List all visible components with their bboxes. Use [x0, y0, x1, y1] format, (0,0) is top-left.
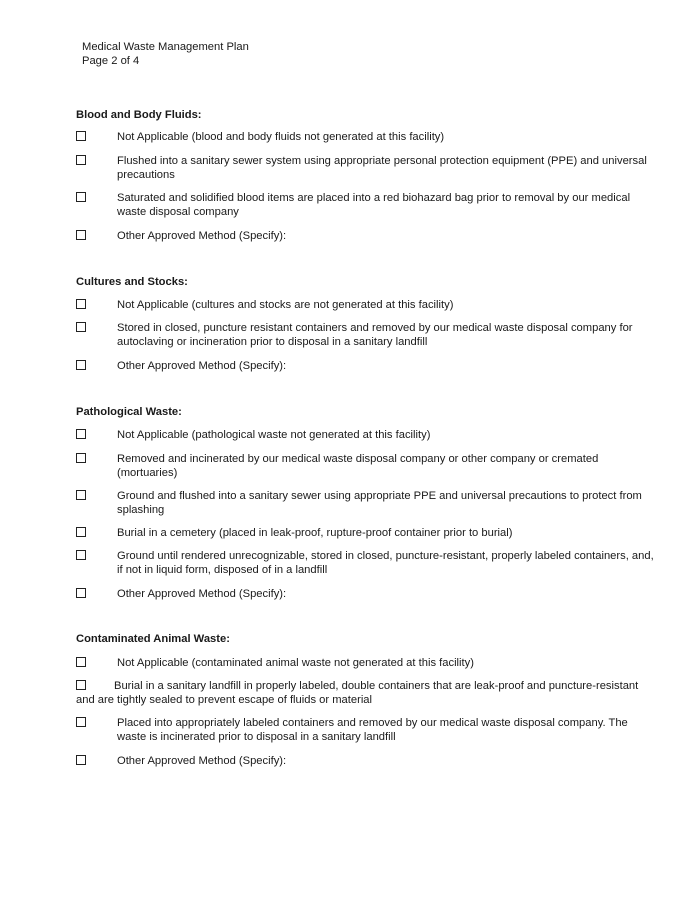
- option-label: Flushed into a sanitary sewer system using appropriate personal protection equipment (PPE) and universal precautions: [117, 155, 647, 181]
- option-label: Ground until rendered unrecognizable, stored in closed, puncture-resistant, properly labeled containers, and, if not in liquid form, disposed of in a landfill: [117, 550, 654, 576]
- checkbox[interactable]: [76, 131, 86, 141]
- checkbox[interactable]: [76, 527, 86, 537]
- option-label: Other Approved Method (Specify):: [117, 588, 287, 600]
- checkbox[interactable]: [76, 680, 86, 690]
- section-title-contaminated-animal-waste: Contaminated Animal Waste:: [76, 633, 230, 645]
- option-label: Ground and flushed into a sanitary sewer using appropriate PPE and universal precautions to protect from splashing: [117, 490, 642, 516]
- section-title-cultures-stocks: Cultures and Stocks:: [76, 276, 188, 288]
- option-label: Not Applicable (blood and body fluids not generated at this facility): [117, 131, 445, 143]
- checkbox[interactable]: [76, 550, 86, 560]
- option-label: Other Approved Method (Specify):: [117, 360, 287, 372]
- checkbox[interactable]: [76, 490, 86, 500]
- section-title-pathological-waste: Pathological Waste:: [76, 406, 182, 418]
- section-title-blood-body-fluids: Blood and Body Fluids:: [76, 109, 202, 121]
- page-number: Page 2 of 4: [82, 54, 140, 67]
- checkbox[interactable]: [76, 717, 86, 727]
- option-label: Not Applicable (pathological waste not generated at this facility): [117, 429, 431, 441]
- option-label: Removed and incinerated by our medical waste disposal company or other company or cremated (mortuaries): [117, 453, 599, 479]
- option-label: Not Applicable (cultures and stocks are not generated at this facility): [117, 299, 454, 311]
- option-label: Saturated and solidified blood items are placed into a red biohazard bag prior to removal by our medical waste disposal company: [117, 192, 631, 218]
- checkbox[interactable]: [76, 230, 86, 240]
- checkbox[interactable]: [76, 588, 86, 598]
- checkbox[interactable]: [76, 657, 86, 667]
- option-label: Placed into appropriately labeled containers and removed by our medical waste disposal company. The waste is incinerated prior to disposal in a sanitary landfill: [117, 717, 628, 743]
- page-header: [82, 41, 249, 68]
- option-animal-burial[interactable]: [76, 679, 656, 707]
- checkbox[interactable]: [76, 360, 86, 370]
- checkbox[interactable]: [76, 453, 86, 463]
- option-label: Other Approved Method (Specify):: [117, 230, 287, 242]
- checkbox[interactable]: [76, 192, 86, 202]
- option-label: Burial in a sanitary landfill in properly labeled, double containers that are leak-proof and puncture-resistant and are tightly sealed to prevent escape of fluids or material: [76, 680, 639, 706]
- checkbox[interactable]: [76, 755, 86, 765]
- checkbox[interactable]: [76, 299, 86, 309]
- option-label: Other Approved Method (Specify):: [117, 755, 287, 767]
- checkbox[interactable]: [76, 155, 86, 165]
- document-title: Medical Waste Management Plan: [82, 41, 249, 53]
- checkbox[interactable]: [76, 429, 86, 439]
- option-label: Burial in a cemetery (placed in leak-proof, rupture-proof container prior to burial): [117, 527, 513, 539]
- option-label: Stored in closed, puncture resistant containers and removed by our medical waste disposal company for autoclaving or incineration prior to disposal in a sanitary landfill: [117, 322, 633, 348]
- checkbox[interactable]: [76, 322, 86, 332]
- option-label: Not Applicable (contaminated animal waste not generated at this facility): [117, 657, 474, 669]
